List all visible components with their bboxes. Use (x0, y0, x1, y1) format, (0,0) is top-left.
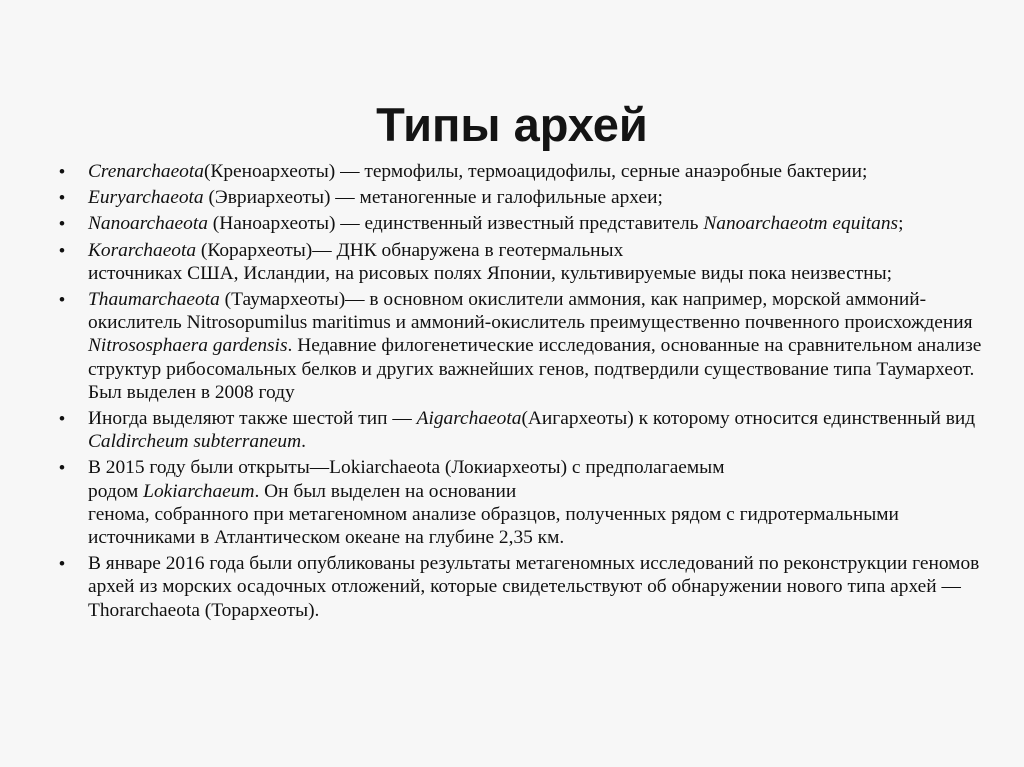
bullet-item (59, 186, 989, 209)
bullet-text: В 2015 году были открыты—Lokiarchaeota (Локиархеоты) с предполагаемым (88, 457, 725, 479)
italic-term: Crenarchaeota (88, 161, 204, 182)
bullet-text: (Аигархеоты) к которому относится единственный вид (521, 408, 976, 430)
slide-title: Типы архей (376, 98, 648, 152)
bullet-text: В январе 2016 года были опубликованы результаты метагеномных исследований по реконструкции геномов архей из морских осадочных отложений, которые свидетельствуют об обнаружении нового типа архей — Thorarchaeota (Торархеоты). (88, 553, 980, 621)
bullet-text: (Корархеоты)— ДНК обнаружена в геотермальных (196, 239, 624, 261)
bullet-marker: • (59, 240, 65, 260)
bullet-list (59, 160, 989, 625)
bullet-text: (Наноархеоты) — единственный известный представитель (207, 213, 704, 235)
bullet-marker: • (59, 554, 65, 574)
bullet-item (59, 160, 989, 183)
bullet-marker: • (59, 162, 65, 181)
bullet-text: (Креноархеоты) — термофилы, термоацидофилы, серные анаэробные бактерии; (203, 161, 868, 182)
bullet-text: (Эвриархеоты) — метаногенные и галофильные археи; (203, 187, 663, 209)
bullet-text: . (301, 431, 306, 453)
bullet-text: (Таумархеоты)— в основном окислители аммония, как например, морской аммоний-окислитель Nitrosopumilus maritimus и аммоний-окислитель преимущественно почвенного происхождения (88, 289, 973, 334)
bullet-text: Иногда выделяют также шестой тип — (88, 408, 417, 430)
bullet-marker: • (59, 188, 65, 208)
bullet-item (59, 288, 989, 404)
italic-term: Korarchaeota (88, 239, 197, 261)
bullet-marker: • (59, 458, 65, 478)
bullet-text: . Он был выделен на основании (254, 480, 517, 502)
bullet-item (59, 239, 989, 285)
bullet-item (59, 407, 989, 453)
bullet-text: источниках США, Исландии, на рисовых полях Японии, культивируемые виды пока неизвестны; (88, 262, 893, 284)
italic-term: Euryarchaeota (88, 187, 204, 209)
bullet-text: генома, собранного при метагеномном анализе образцов, полученных рядом с гидротермальными источниками в Атлантическом океане на глубине 2,35 км. (88, 503, 899, 549)
bullet-item (59, 456, 989, 549)
bullet-marker: • (59, 290, 65, 310)
bullet-item (59, 212, 989, 235)
italic-term: Nitrososphaera gardensis (88, 335, 288, 357)
bullet-text: родом (88, 480, 144, 502)
italic-term: Caldircheum subterraneum (88, 431, 302, 453)
bullet-item (59, 552, 989, 622)
italic-term: Lokiarchaeum (143, 480, 255, 502)
italic-term: Nanoarchaeotm equitans (703, 213, 899, 235)
bullet-marker: • (59, 409, 65, 429)
bullet-text: ; (898, 213, 904, 235)
bullet-marker: • (59, 214, 65, 234)
italic-term: Nanoarchaeota (88, 213, 208, 235)
bullet-text: . Недавние филогенетические исследования, основанные на сравнительном анализе структур рибосомальных белков и других важнейших генов, подтвердили существование типа Таумархеот. Был выделен в 2008 году (88, 335, 982, 403)
italic-term: Aigarchaeota (416, 408, 522, 430)
italic-term: Thaumarchaeota (88, 289, 220, 311)
